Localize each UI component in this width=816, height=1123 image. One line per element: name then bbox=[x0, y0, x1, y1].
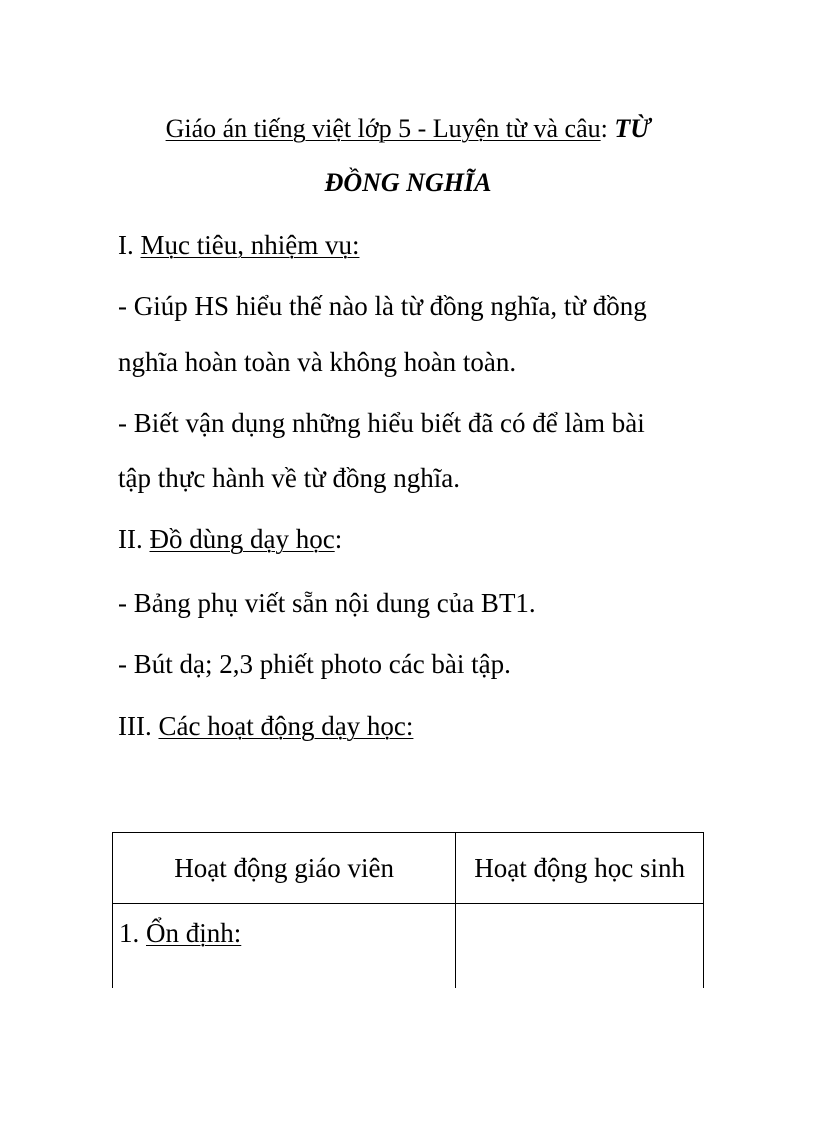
section-1-number: I. bbox=[118, 230, 141, 260]
section-1-line-4: tập thực hành về từ đồng nghĩa. bbox=[118, 463, 460, 493]
step-1-label: Ổn định: bbox=[146, 918, 242, 948]
section-1-line-2: nghĩa hoàn toàn và không hoàn toàn. bbox=[118, 347, 517, 377]
section-2-title: Đồ dùng dạy học bbox=[149, 524, 335, 554]
table-row bbox=[113, 904, 704, 989]
section-3-heading bbox=[118, 710, 413, 742]
teacher-cell-step-1 bbox=[113, 904, 456, 989]
section-2-number: II. bbox=[118, 524, 150, 554]
header-teacher-activities: Hoạt động giáo viên bbox=[113, 833, 456, 904]
header-student-activities: Hoạt động học sinh bbox=[456, 833, 704, 904]
title-topic-part-1: TỪ bbox=[614, 114, 651, 143]
section-1-title: Mục tiêu, nhiệm vụ: bbox=[140, 230, 360, 260]
section-1-line-1: - Giúp HS hiểu thế nào là từ đồng nghĩa, từ đồng bbox=[118, 291, 647, 321]
document-title-line-1 bbox=[0, 114, 816, 144]
section-1-line-3: - Biết vận dụng những hiểu biết đã có để làm bài bbox=[118, 408, 645, 438]
section-2-suffix: : bbox=[334, 524, 343, 554]
table-header-row bbox=[113, 833, 704, 904]
section-3-title: Các hoạt động dạy học: bbox=[158, 711, 414, 741]
student-cell-step-1 bbox=[456, 904, 704, 989]
section-2-line-2: - Bút dạ; 2,3 phiết photo các bài tập. bbox=[118, 649, 511, 679]
section-2-line-1: - Bảng phụ viết sẵn nội dung của BT1. bbox=[118, 588, 536, 618]
title-topic-part-2: ĐỒNG NGHĨA bbox=[324, 168, 492, 197]
document-title-line-2 bbox=[0, 168, 816, 198]
title-subject: Giáo án tiếng việt lớp 5 - Luyện từ và câu bbox=[165, 114, 601, 143]
title-separator: : bbox=[600, 114, 615, 143]
step-1-number: 1. bbox=[119, 918, 146, 948]
activities-table bbox=[112, 832, 704, 988]
section-3-number: III. bbox=[118, 711, 159, 741]
section-1-heading bbox=[118, 229, 359, 261]
section-2-heading bbox=[118, 523, 342, 555]
